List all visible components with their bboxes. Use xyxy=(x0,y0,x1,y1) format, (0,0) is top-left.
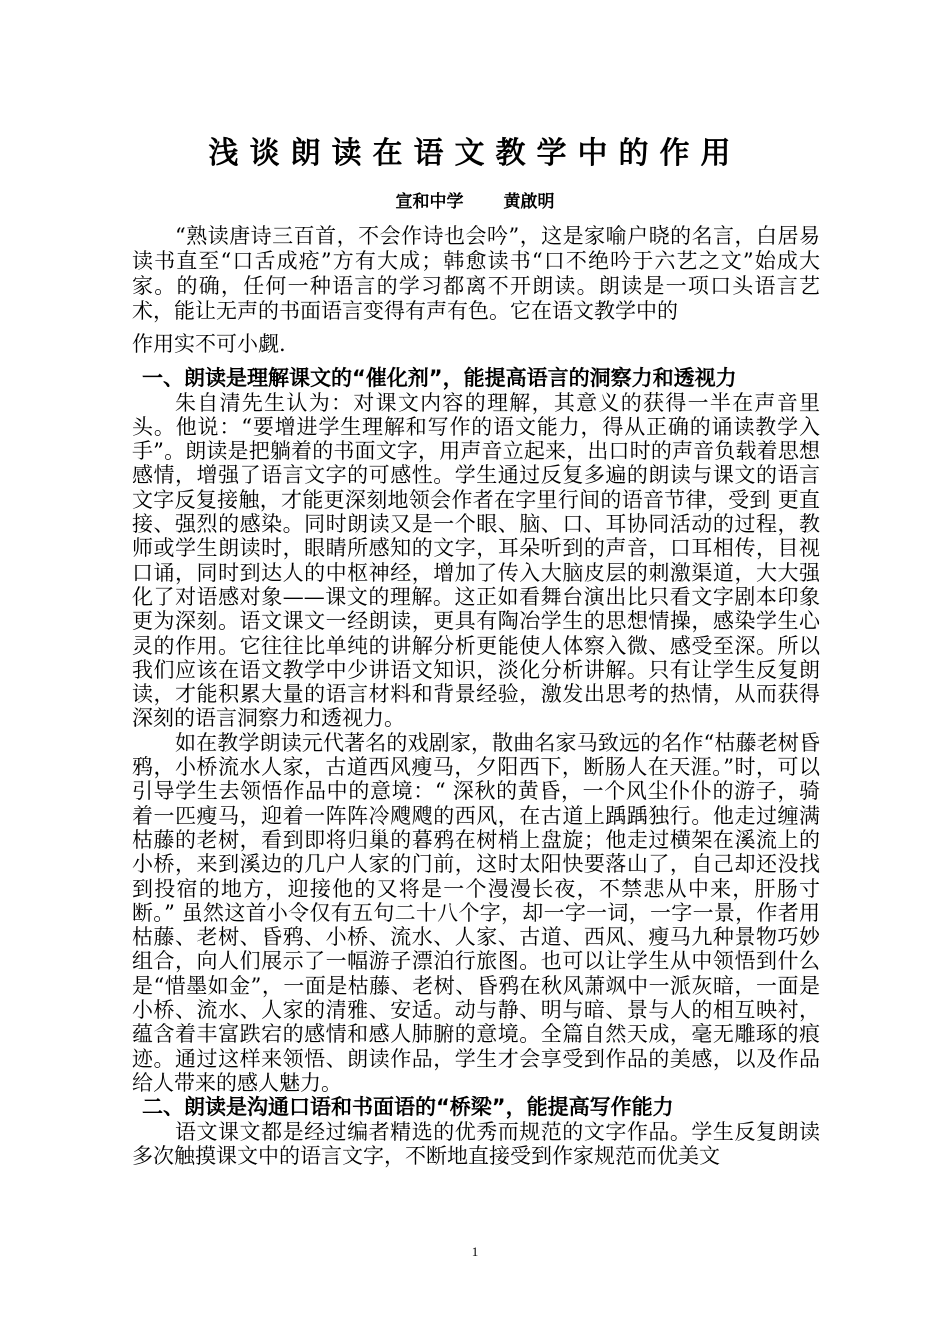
section-1-heading: 一、朗读是理解课文的“催化剂”，能提高语言的洞察力和透视力 xyxy=(142,366,737,391)
section-1-paragraph-1: 朱自清先生认为：对课文内容的理解，其意义的获得一半在声音里头。他说：“要增进学生理解和写作的语文能力，得从正确的诵读教学入手”。朗读是把躺着的书面文字，用声音立起来，出口时的声音负载着思想感情，增强了语言文字的可感性。学生通过反复多遍的朗读与课文的语言文字反复接触，才能更深刻地领会作者在字里行间的语音节律，受到 更直接、强烈的感染。同时朗读又是一个眼、脑、口、耳协同活动的过程，教师或学生朗读时，眼睛所感知的文字，耳朵听到的声音，口耳相传，目视口诵，同时到达人的中枢神经，增加了传入大脑皮层的刺激渠道，大大强化了对语感对象——课文的理解。这正如看舞台演出比只看文字剧本印象更为深刻。语文课文一经朗读，更具有陶冶学生的思想情操，感染学生心灵的作用。它往往比单纯的讲解分析更能使人体察入微、感受至深。所以我们应该在语文教学中少讲语文知识，淡化分析讲解。只有让学生反复朗读，才能积累大量的语言材料和背景经验，激发出思考的热情，从而获得深刻的语言洞察力和透视力。 xyxy=(132,390,820,731)
section-1-paragraph-2: 如在教学朗读元代著名的戏剧家，散曲名家马致远的名作“枯藤老树昏鸦，小桥流水人家，古道西风瘦马，夕阳西下，断肠人在天涯。”时，可以引导学生去领悟作品中的意境：“ 深秋的黄昏，一个风尘仆仆的游子，骑着一匹瘦马，迎着一阵阵冷飕飕的西风，在古道上踽踽独行。他走过缠满枯藤的老树，看到即将归巢的暮鸦在树梢上盘旋；他走过横架在溪流上的小桥，来到溪边的几户人家的门前，这时太阳快要落山了，自己却还没找到投宿的地方，迎接他的又将是一个漫漫长夜，不禁悲从中来，肝肠寸断。” 虽然这首小令仅有五句二十八个字，却一字一词，一字一景，作者用枯藤、老树、昏鸦、小桥、流水、人家、古道、西风、瘦马九种景物巧妙组合，向人们展示了一幅游子漂泊行旅图。也可以让学生从中领悟到什么是“惜墨如金”，一面是枯藤、老树、昏鸦在秋风萧飒中一派灰暗，一面是小桥、流水、人家的清雅、安适。动与静、明与暗、景与人的相互映衬，蕴含着丰富跌宕的感情和感人肺腑的意境。全篇自然天成，毫无雕琢的痕迹。通过这样来领悟、朗读作品，学生才会享受到作品的美感，以及作品给人带来的感人魅力。 xyxy=(132,730,820,1095)
page-number: 1 xyxy=(471,1244,479,1259)
intro-paragraph-tail: 作用实不可小觑. xyxy=(132,332,286,356)
document-title: 浅谈朗读在语文教学中的作用 xyxy=(208,136,742,171)
author-line xyxy=(0,187,950,212)
intro-paragraph: “熟读唐诗三百首，不会作诗也会吟”，这是家喻户晓的名言，白居易读书直至“口舌成疮”方有大成；韩愈读书“口不绝吟于六艺之文”始成大家。的确，任何一种语言的学习都离不开朗读。朗读是一项口头语言艺术，能让无声的书面语言变得有声有色。它在语文教学中的 xyxy=(132,224,820,323)
author-name: 黄啟明 xyxy=(503,192,555,212)
section-2-paragraph-1: 语文课文都是经过编者精选的优秀而规范的文字作品。学生反复朗读多次触摸课文中的语言文字，不断地直接受到作家规范而优美文 xyxy=(132,1119,820,1168)
section-2-heading: 二、朗读是沟通口语和书面语的“桥梁”，能提高写作能力 xyxy=(142,1095,674,1120)
document-body xyxy=(132,224,820,1168)
school-name: 宣和中学 xyxy=(395,192,464,212)
